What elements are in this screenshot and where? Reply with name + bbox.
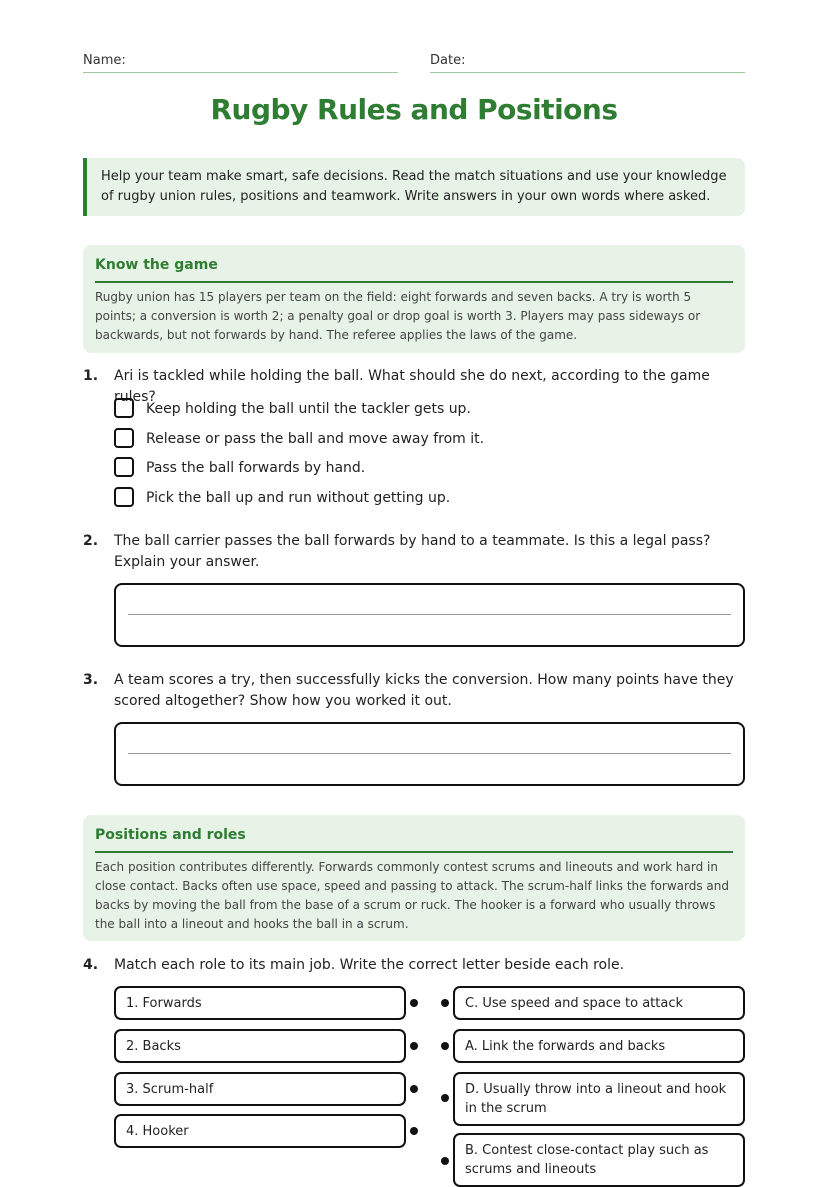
match-role-2[interactable]: 2. Backs: [114, 1029, 406, 1063]
section-text: Rugby union has 15 players per team on the field: eight forwards and seven backs. A try is worth 5 points; a conversion is worth 2; a penalty goal or drop goal is worth 3. Players may pass sideways or backwards, but not forwards by hand. The referee applies the laws of the game.: [95, 290, 701, 342]
option-text: Pick the ball up and run without getting up.: [146, 490, 451, 506]
match-dot-right[interactable]: [441, 1094, 449, 1102]
answer-line: [128, 753, 731, 754]
match-job-c[interactable]: C. Use speed and space to attack: [453, 986, 745, 1020]
match-dot-left[interactable]: [410, 1042, 418, 1050]
checkbox[interactable]: [114, 487, 134, 507]
checkbox[interactable]: [114, 428, 134, 448]
date-field[interactable]: [430, 72, 745, 73]
checkbox[interactable]: [114, 457, 134, 477]
question-number: 4.: [83, 957, 99, 973]
answer-line: [128, 614, 731, 615]
intro-callout: Help your team make smart, safe decisions. Read the match situations and use your knowledge of rugby union rules, positions and teamwork. Write answers in your own words where asked.: [83, 158, 745, 216]
date-label: Date:: [430, 53, 466, 68]
section-text: Each position contributes differently. Forwards commonly contest scrums and lineouts and work hard in close contact. Backs often use space, speed and passing to attack. The scrum-half links the forwards and backs by moving the ball from the base of a scrum or ruck. The hooker is a forward who usually throws the ball into a lineout and hooks the ball in a scrum.: [95, 860, 729, 931]
section-title: Positions and roles: [95, 825, 733, 853]
checkbox[interactable]: [114, 398, 134, 418]
match-role-1[interactable]: 1. Forwards: [114, 986, 406, 1020]
match-job-d[interactable]: D. Usually throw into a lineout and hook in the scrum: [453, 1072, 745, 1126]
question-text: A team scores a try, then successfully kicks the conversion. How many points have they scored altogether? Show how you worked it out.: [114, 672, 734, 709]
name-label: Name:: [83, 53, 126, 68]
question-text: Match each role to its main job. Write the correct letter beside each role.: [114, 957, 625, 973]
positions-and-roles-panel: [83, 815, 745, 941]
page-title: Rugby Rules and Positions: [210, 93, 618, 126]
name-field[interactable]: [83, 72, 398, 73]
know-the-game-panel: [83, 245, 745, 353]
answer-box-q2[interactable]: [114, 583, 745, 647]
section-title: Know the game: [95, 255, 733, 283]
match-job-a[interactable]: A. Link the forwards and backs: [453, 1029, 745, 1063]
match-job-b[interactable]: B. Contest close-contact play such as scrums and lineouts: [453, 1133, 745, 1187]
answer-box-q3[interactable]: [114, 722, 745, 786]
match-dot-right[interactable]: [441, 999, 449, 1007]
match-dot-left[interactable]: [410, 1085, 418, 1093]
match-dot-right[interactable]: [441, 1157, 449, 1165]
option-text: Pass the ball forwards by hand.: [146, 460, 366, 476]
question-number: 3.: [83, 672, 99, 688]
question-text: The ball carrier passes the ball forwards by hand to a teammate. Is this a legal pass? Explain your answer.: [114, 533, 711, 570]
match-role-4[interactable]: 4. Hooker: [114, 1114, 406, 1148]
match-dot-right[interactable]: [441, 1042, 449, 1050]
match-role-3[interactable]: 3. Scrum-half: [114, 1072, 406, 1106]
question-number: 2.: [83, 533, 99, 549]
option-text: Release or pass the ball and move away from it.: [146, 431, 485, 447]
question-number: 1.: [83, 368, 99, 384]
match-dot-left[interactable]: [410, 999, 418, 1007]
question-text: Ari is tackled while holding the ball. What should she do next, according to the game rules?: [114, 368, 710, 405]
match-dot-left[interactable]: [410, 1127, 418, 1135]
option-text: Keep holding the ball until the tackler gets up.: [146, 401, 471, 417]
